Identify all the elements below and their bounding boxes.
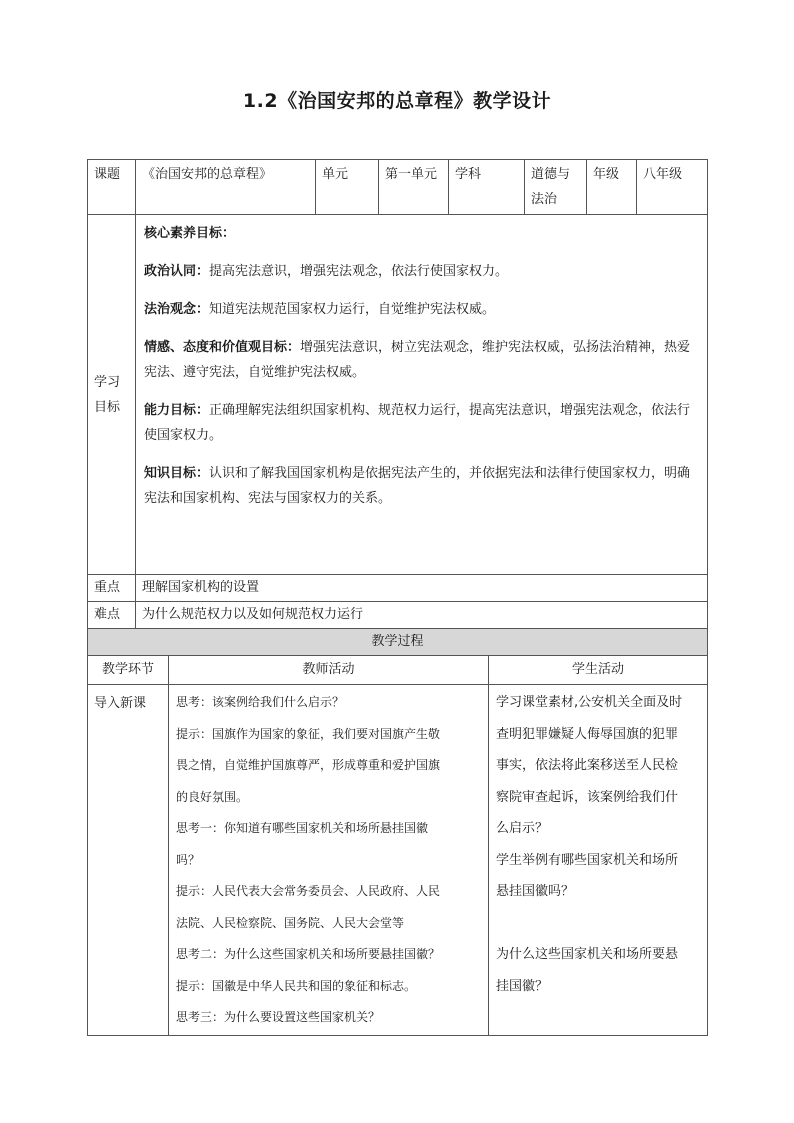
stage-cell: 导入新课 — [88, 685, 169, 1036]
key-point-value: 理解国家机构的设置 — [136, 575, 708, 602]
objective-text: 增强宪法意识，树立宪法观念，维护宪法权威，弘扬法治精神，热爱宪法、遵守宪法，自觉维护宪法权威。 — [144, 340, 691, 380]
student-line: 学生举例有哪些国家机关和场所 — [496, 852, 679, 868]
objective-item — [144, 398, 701, 448]
teacher-line: 思考二：为什么这些国家机关和场所要悬挂国徽？ — [176, 947, 441, 961]
key-point-label: 重点 — [88, 575, 136, 602]
objective-text: 认识和了解我国国家机构是依据宪法产生的，并依据宪法和法律行使国家权力，明确宪法和国家机构、宪法与国家权力的关系。 — [144, 466, 691, 506]
objectives-label: 学习目标 — [88, 215, 136, 575]
difficulty-label: 难点 — [88, 602, 136, 629]
student-line: 察院审查起诉，该案例给我们什 — [496, 789, 679, 805]
teacher-activity — [169, 685, 489, 1036]
unit-label: 单元 — [316, 160, 379, 215]
course-value: 《治国安邦的总章程》 — [136, 160, 316, 215]
subject-label: 学科 — [449, 160, 525, 215]
teaching-process-table — [87, 628, 708, 1036]
teacher-line: 思考三：为什么要设置这些国家机关？ — [176, 1010, 381, 1024]
teacher-line: 的良好氛围。 — [176, 789, 249, 804]
process-row — [88, 685, 708, 1036]
info-row — [88, 160, 708, 215]
student-activity — [489, 685, 708, 1036]
objective-item — [144, 335, 701, 385]
student-line: 为什么这些国家机关和场所要悬 — [496, 947, 679, 962]
objective-text: 提高宪法意识，增强宪法观念，依法行使国家权力。 — [209, 264, 509, 279]
objective-item — [144, 461, 701, 511]
difficulty-row — [88, 602, 708, 629]
objective-text: 正确理解宪法组织国家机构、规范权力运行，提高宪法意识，增强宪法观念，依法行使国家权力。 — [144, 403, 691, 443]
teacher-line: 提示：国徽是中华人民共和国的象征和标志。 — [176, 978, 417, 993]
document-title: 1.2《治国安邦的总章程》教学设计 — [242, 90, 552, 112]
student-line: 悬挂国徽吗？ — [496, 884, 575, 899]
key-point-row — [88, 575, 708, 602]
objective-head: 情感、态度和价值观目标： — [144, 340, 301, 355]
objective-head: 知识目标： — [144, 466, 210, 481]
lesson-info-table — [87, 159, 708, 629]
teacher-line: 思考一：你知道有哪些国家机关和场所悬挂国徽 — [176, 821, 429, 835]
course-label: 课题 — [88, 160, 136, 215]
student-line — [496, 908, 701, 940]
teacher-line: 法院、人民检察院、国务院、人民大会堂等 — [176, 915, 405, 930]
teacher-line: 思考：该案例给我们什么启示？ — [176, 695, 345, 709]
teacher-line: 提示：人民代表大会常务委员会、人民政府、人民 — [176, 884, 441, 898]
teacher-line: 吗？ — [176, 852, 201, 867]
student-line: 学习课堂素材,公安机关全面及时 — [496, 695, 683, 710]
teacher-line: 畏之情，自觉维护国旗尊严，形成尊重和爱护国旗 — [176, 758, 441, 772]
objectives-row — [88, 215, 708, 575]
objectives-content — [136, 215, 708, 575]
process-title-row — [88, 629, 708, 656]
subject-value: 道德与法治 — [525, 160, 587, 215]
objective-head: 能力目标： — [144, 403, 210, 418]
student-line: 么启示？ — [496, 821, 549, 836]
student-line: 事实，依法将此案移送至人民检 — [496, 758, 679, 773]
col-stage: 教学环节 — [88, 656, 169, 685]
difficulty-value: 为什么规范权力以及如何规范权力运行 — [136, 602, 708, 629]
objective-head: 政治认同： — [144, 264, 210, 279]
objective-item — [144, 259, 701, 284]
col-teacher: 教师活动 — [169, 656, 489, 685]
student-line: 查明犯罪嫌疑人侮辱国旗的犯罪 — [496, 726, 679, 742]
objective-item — [144, 297, 701, 322]
teacher-line: 提示：国旗作为国家的象征，我们要对国旗产生敬 — [176, 726, 441, 741]
objective-text: 知道宪法规范国家权力运行，自觉维护宪法权威。 — [209, 302, 496, 317]
core-objectives-title: 核心素养目标： — [144, 226, 236, 241]
grade-label: 年级 — [587, 160, 637, 215]
process-column-header — [88, 656, 708, 685]
col-student: 学生活动 — [489, 656, 708, 685]
grade-value: 八年级 — [637, 160, 708, 215]
process-title: 教学过程 — [88, 629, 708, 656]
objective-head: 法治观念： — [144, 302, 210, 317]
unit-value: 第一单元 — [379, 160, 449, 215]
student-line: 挂国徽？ — [496, 978, 549, 994]
